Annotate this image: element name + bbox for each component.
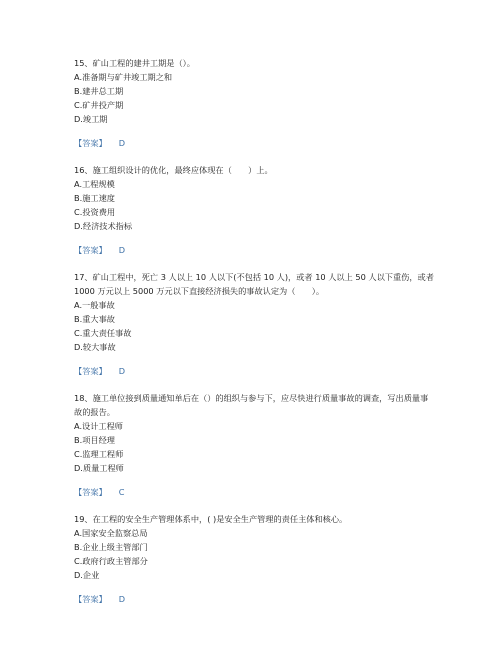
- option-b: B.施工速度: [74, 193, 115, 203]
- question-19: [74, 512, 434, 606]
- option-b: B.项目经理: [74, 435, 115, 445]
- answer-line: [74, 136, 434, 150]
- question-stem: 16、施工组织设计的优化，最终应体现在（ ）上。: [74, 165, 273, 175]
- question-18: [74, 391, 434, 499]
- answer-letter: D: [118, 366, 126, 376]
- option-c: C.重大责任事故: [74, 328, 132, 338]
- option-c: C.矿井投产期: [74, 100, 124, 110]
- answer-tag: 【答案】: [74, 138, 107, 148]
- option-c: C.政府行政主管部分: [74, 556, 148, 566]
- question-16: [74, 163, 434, 257]
- question-stem: 15、矿山工程的建井工期是（）。: [74, 58, 195, 68]
- option-a: A.设计工程师: [74, 421, 123, 431]
- answer-tag: 【答案】: [74, 245, 107, 255]
- option-d: D.质量工程师: [74, 463, 124, 473]
- question-stem: 17、矿山工程中，死亡 3 人以上 10 人以下(不包括 10 人)，或者 10 人以上 50 人以下重伤，或者 1000 万元以上 5000 万元以下直接经济损失的事故认定为（ ）。: [74, 272, 434, 296]
- option-a: A.工程规模: [74, 179, 115, 189]
- exam-page: [74, 56, 434, 606]
- option-d: D.较大事故: [74, 342, 116, 352]
- answer-line: [74, 592, 434, 606]
- answer-tag: 【答案】: [74, 366, 107, 376]
- question-15: [74, 56, 434, 150]
- option-c: C.投资费用: [74, 207, 116, 217]
- option-d: D.竣工期: [74, 114, 108, 124]
- spacer: [74, 378, 434, 391]
- option-c: C.监理工程师: [74, 449, 124, 459]
- answer-letter: D: [118, 138, 126, 148]
- option-b: B.建井总工期: [74, 86, 124, 96]
- option-b: B.企业上级主管部门: [74, 542, 148, 552]
- option-b: B.重大事故: [74, 314, 115, 324]
- answer-letter: C: [118, 487, 125, 497]
- option-a: A.国家安全监察总局: [74, 528, 148, 538]
- option-d: D.经济技术指标: [74, 221, 133, 231]
- answer-line: [74, 243, 434, 257]
- question-stem: 18、施工单位接到质量通知单后在（）的组织与参与下，应尽快进行质量事故的调查，写出质量事故的报告。: [74, 393, 429, 417]
- spacer: [74, 257, 434, 270]
- answer-tag: 【答案】: [74, 487, 107, 497]
- question-stem: 19、在工程的安全生产管理体系中，( )是安全生产管理的责任主体和核心。: [74, 514, 348, 524]
- question-17: [74, 270, 434, 378]
- answer-letter: D: [118, 594, 126, 604]
- option-a: A.一般事故: [74, 300, 115, 310]
- option-d: D.企业: [74, 570, 100, 580]
- answer-letter: D: [118, 245, 126, 255]
- option-a: A.准备期与矿井竣工期之和: [74, 72, 173, 82]
- answer-line: [74, 364, 434, 378]
- spacer: [74, 150, 434, 163]
- answer-tag: 【答案】: [74, 594, 107, 604]
- spacer: [74, 499, 434, 512]
- answer-line: [74, 485, 434, 499]
